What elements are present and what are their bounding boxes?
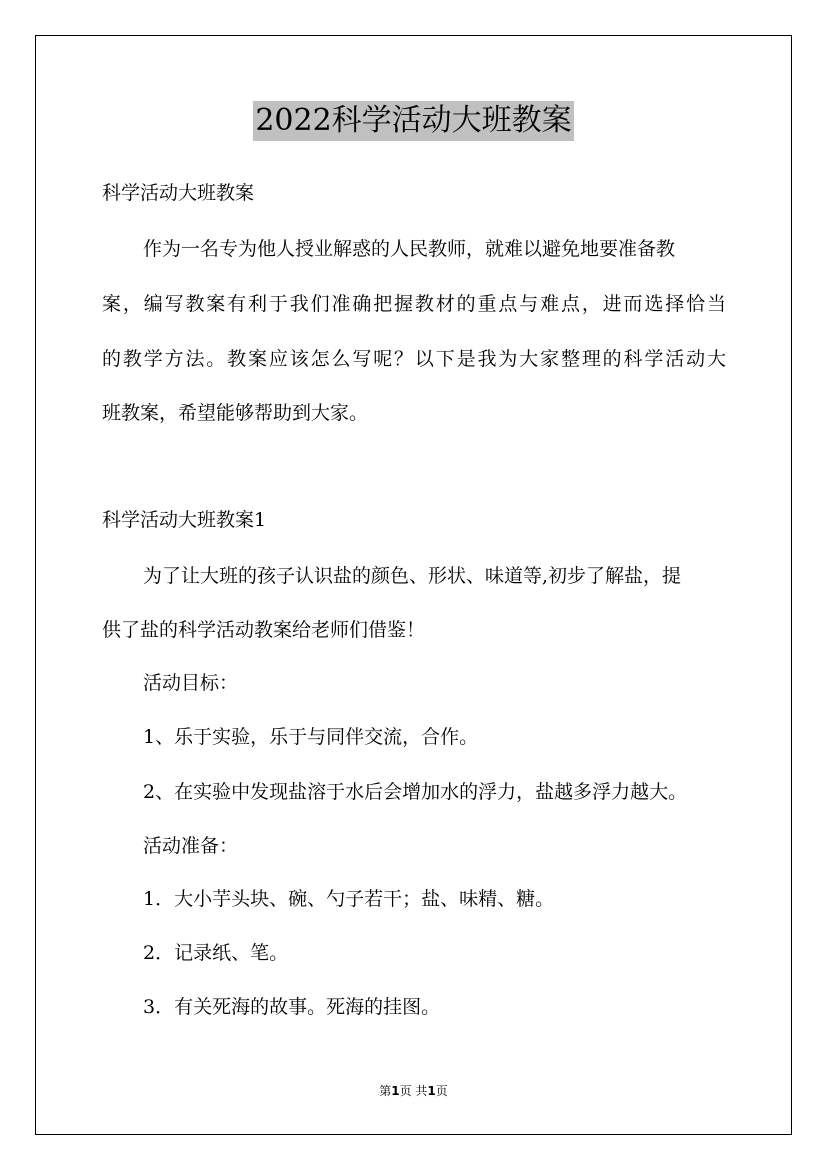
page-footer <box>0 1083 827 1099</box>
footer-page-mid: 页 共 <box>399 1084 428 1098</box>
goals-heading: 活动目标： <box>143 672 239 694</box>
footer-page-suffix: 页 <box>435 1084 448 1098</box>
goal-item-2: 2、在实验中发现盐溶于水后会增加水的浮力，盐越多浮力越大。 <box>143 781 688 803</box>
intro-paragraph-line-3: 的教学方法。教案应该怎么写呢？以下是我为大家整理的科学活动大 <box>102 348 726 370</box>
prep-item-3: 3．有关死海的故事。死海的挂图。 <box>143 996 441 1018</box>
title-container <box>0 101 827 141</box>
intro-paragraph-line-1: 作为一名专为他人授业解惑的人民教师，就难以避免地要准备教 <box>143 238 676 260</box>
prep-heading: 活动准备： <box>143 835 239 857</box>
intro-paragraph-line-2: 案，编写教案有利于我们准确把握教材的重点与难点，进而选择恰当 <box>102 293 726 315</box>
footer-page-current: 1 <box>391 1084 400 1098</box>
footer-page-prefix: 第 <box>379 1084 392 1098</box>
section1-heading: 科学活动大班教案1 <box>102 509 267 531</box>
prep-item-2: 2．记录纸、笔。 <box>143 942 289 964</box>
footer-page-total: 1 <box>427 1084 436 1098</box>
prep-item-1: 1．大小芋头块、碗、勺子若干；盐、味精、糖。 <box>143 888 555 910</box>
section1-intro-line-2: 供了盐的科学活动教案给老师们借鉴！ <box>102 619 426 641</box>
section1-intro-line-1: 为了让大班的孩子认识盐的颜色、形状、味道等,初步了解盐，提 <box>143 565 682 587</box>
document-title: 2022科学活动大班教案 <box>253 101 573 141</box>
goal-item-1: 1、乐于实验，乐于与同伴交流，合作。 <box>143 726 479 748</box>
intro-heading: 科学活动大班教案 <box>102 182 255 204</box>
intro-paragraph-line-4: 班教案，希望能够帮助到大家。 <box>102 402 369 424</box>
